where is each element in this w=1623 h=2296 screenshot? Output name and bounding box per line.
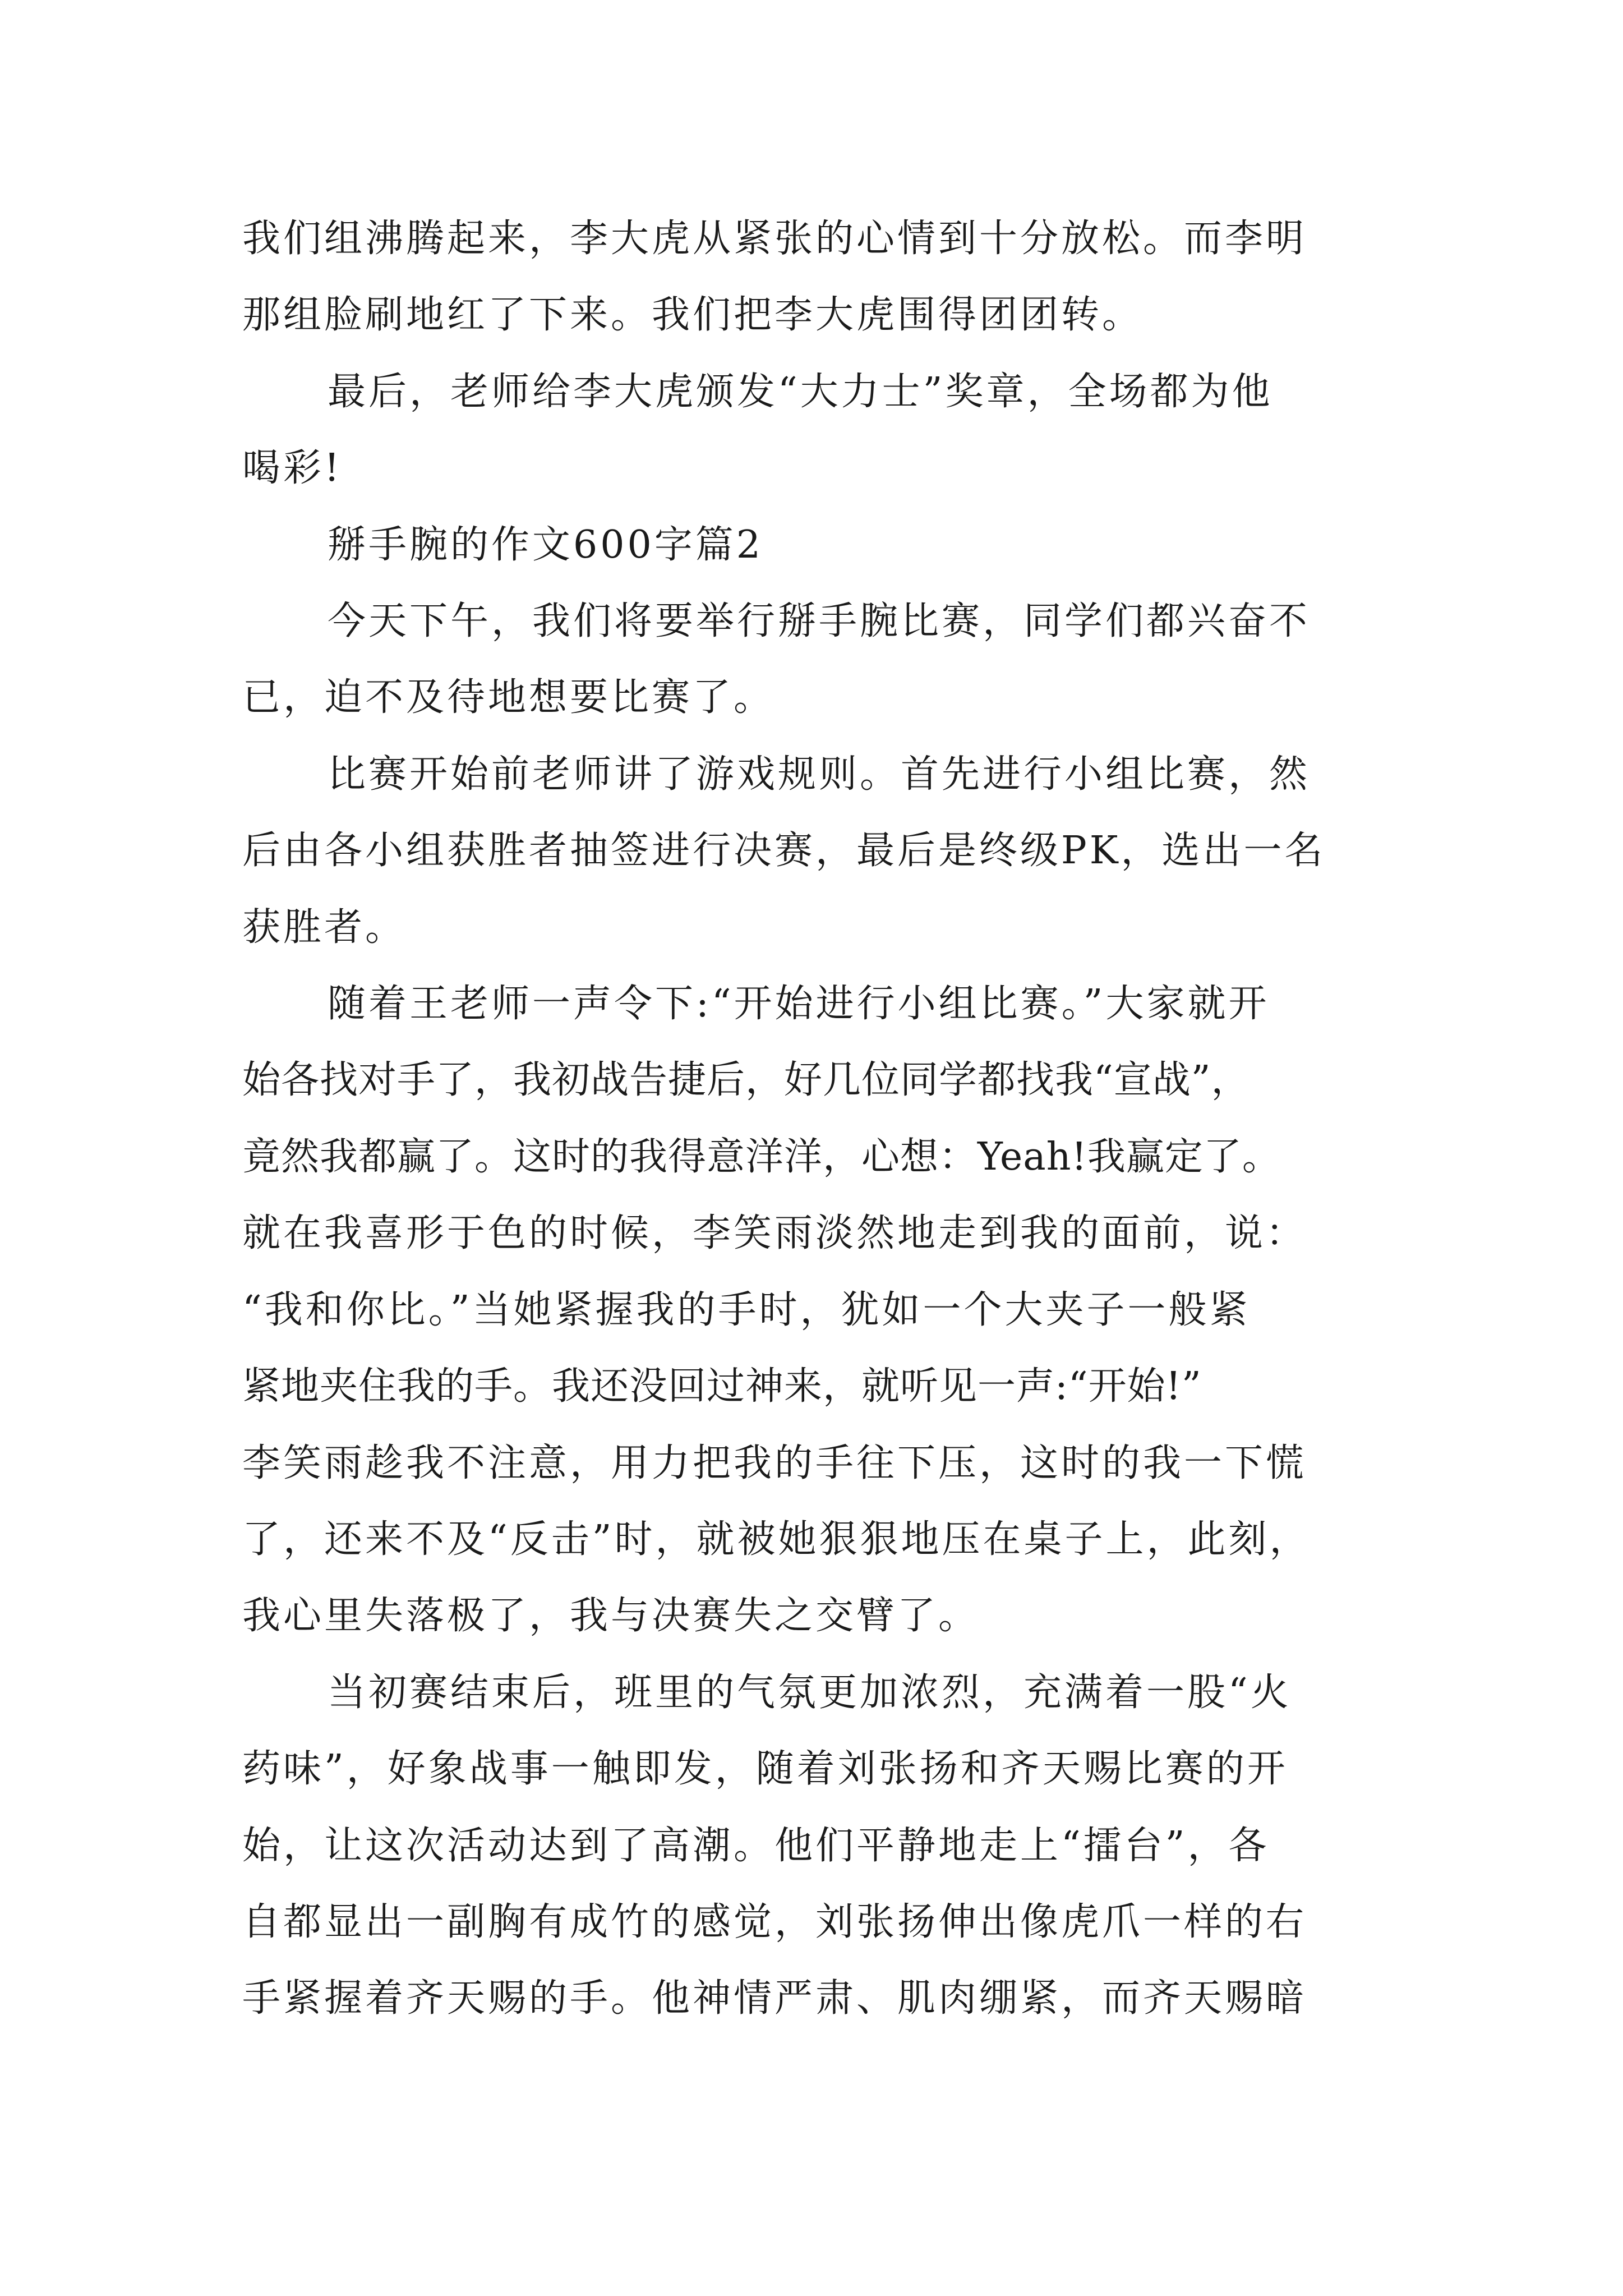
text-line: 当初赛结束后，班里的气氛更加浓烈，充满着一股“火	[328, 1670, 1292, 1715]
text-line: 竟然我都赢了。这时的我得意洋洋，心想：Yeah!我赢定了。	[242, 1134, 1281, 1179]
text-line: 获胜者。	[242, 905, 407, 950]
text-line: 我心里失落极了，我与决赛失之交臂了。	[242, 1594, 980, 1639]
text-line: 手紧握着齐天赐的手。他神情严肃、肌肉绷紧，而齐天赐暗	[242, 1976, 1307, 2021]
document-body	[242, 201, 1392, 2037]
text-line: 自都显出一副胸有成竹的感觉，刘张扬伸出像虎爪一样的右	[242, 1899, 1307, 1944]
text-line: 就在我喜形于色的时候，李笑雨淡然地走到我的面前，说：	[242, 1211, 1307, 1256]
text-line: 李笑雨趁我不注意，用力把我的手往下压，这时的我一下慌	[242, 1441, 1307, 1485]
section-heading: 掰手腕的作文600字篇2	[328, 522, 764, 567]
text-line: 比赛开始前老师讲了游戏规则。首先进行小组比赛，然	[328, 752, 1311, 797]
text-line: 那组脸刷地红了下来。我们把李大虎围得团团转。	[242, 293, 1144, 338]
text-line: 始，让这次活动达到了高潮。他们平静地走上“擂台”，各	[242, 1823, 1270, 1868]
text-line: 药味”，好象战事一触即发，随着刘张扬和齐天赐比赛的开	[242, 1747, 1288, 1792]
text-line: 始各找对手了，我初战告捷后，好几位同学都找我“宣战”，	[242, 1058, 1250, 1103]
text-line: “我和你比。”当她紧握我的手时，犹如一个大夹子一般紧	[242, 1287, 1251, 1332]
text-line: 已，迫不及待地想要比赛了。	[242, 675, 775, 720]
text-line: 喝彩!	[242, 446, 343, 491]
text-line: 随着王老师一声令下:“开始进行小组比赛。”大家就开	[328, 982, 1270, 1027]
text-line: 紧地夹住我的手。我还没回过神来，就听见一声:“开始!”	[242, 1364, 1202, 1409]
text-line: 今天下午，我们将要举行掰手腕比赛，同学们都兴奋不	[328, 599, 1311, 644]
text-line: 了，还来不及“反击”时，就被她狠狠地压在桌子上，此刻，	[242, 1517, 1311, 1562]
text-line: 最后，老师给李大虎颁发“大力士”奖章，全场都为他	[328, 369, 1273, 414]
text-line: 我们组沸腾起来，李大虎从紧张的心情到十分放松。而李明	[242, 217, 1307, 261]
text-line: 后由各小组获胜者抽签进行决赛，最后是终级PK，选出一名	[242, 829, 1326, 873]
